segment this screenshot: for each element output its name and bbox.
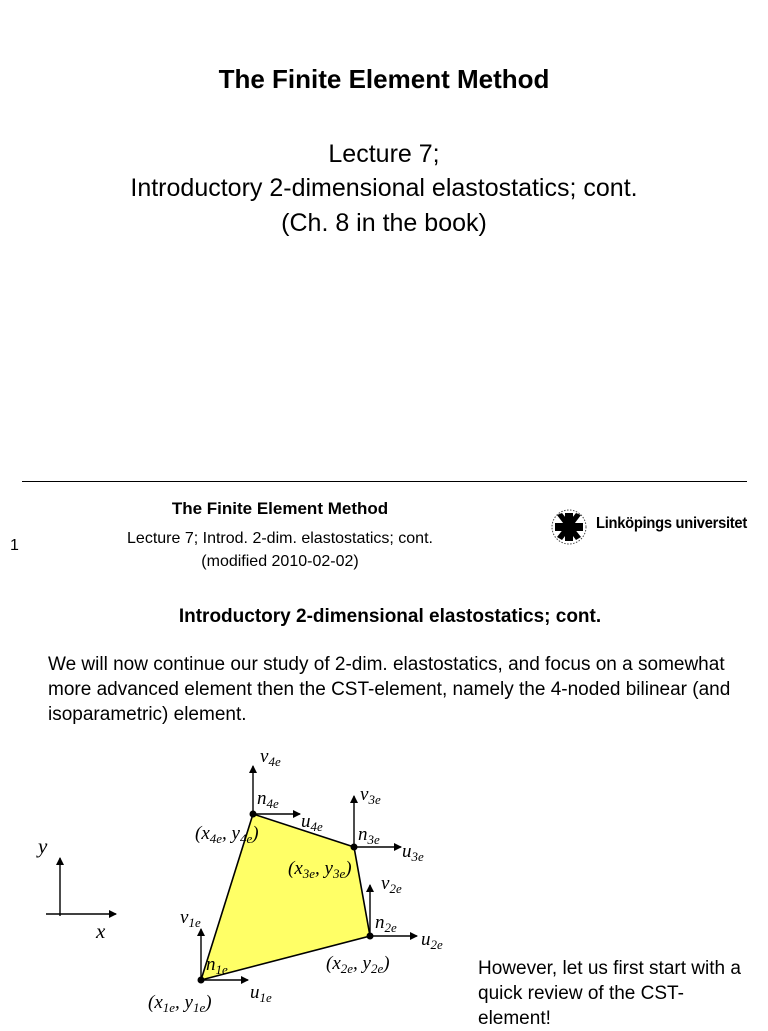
node-4-label: $n_{4e}$ — [257, 788, 279, 811]
section-title: Introductory 2-dimensional elastostatics; cont. — [178, 606, 602, 627]
intro-paragraph: We will now continue our study of 2-dim. elastostatics, and focus on a somewhat more advanced element then the CST-element, namely the 4-noded bilinear (and isoparametric) element. — [48, 654, 731, 725]
v3-label: $v_{3e}$ — [360, 784, 381, 807]
u3-label: $u_{3e}$ — [402, 841, 424, 864]
v4-label: $v_{4e}$ — [260, 746, 281, 769]
node-1-coordinates: ($x_{1e}$, $y_{1e}$) — [148, 992, 212, 1015]
header-modified-date: (modified 2010-02-02) — [201, 553, 359, 570]
review-note: However, let us first start with a quick review of the CST-element! — [478, 958, 741, 1029]
lecture-topic: Introductory 2-dimensional elastostatics; cont. — [130, 174, 638, 202]
x-axis-label: x — [96, 919, 106, 943]
node-3-label: $n_{3e}$ — [358, 824, 380, 847]
page-number: 1 — [10, 537, 19, 554]
u2-label: $u_{2e}$ — [421, 929, 443, 952]
u1-label: $u_{1e}$ — [250, 982, 272, 1005]
slide-title: The Finite Element Method — [218, 64, 550, 94]
global-axes — [36, 834, 116, 943]
node-4-coordinates: ($x_{4e}$, $y_{4e}$) — [195, 823, 259, 846]
header-title: The Finite Element Method — [171, 499, 389, 518]
v2-label: $v_{2e}$ — [381, 873, 402, 896]
lecture-number: Lecture 7; — [328, 140, 440, 168]
header-lecture: Lecture 7; Introd. 2-dim. elastostatics; cont. — [127, 530, 433, 547]
bilinear-element-diagram — [0, 740, 768, 1024]
node-3-coordinates: ($x_{3e}$, $y_{3e}$) — [288, 858, 352, 881]
node-2-coordinates: ($x_{2e}$, $y_{2e}$) — [326, 953, 390, 976]
node-2-label: $n_{2e}$ — [375, 912, 397, 935]
slide-divider — [22, 481, 747, 482]
book-chapter: (Ch. 8 in the book) — [281, 209, 487, 237]
y-axis-label: y — [38, 834, 48, 858]
node-1-label: $n_{1e}$ — [206, 954, 228, 977]
u4-label: $u_{4e}$ — [301, 811, 323, 834]
v1-label: $v_{1e}$ — [180, 907, 201, 930]
university-logo-text: Linköpings universitet — [596, 515, 747, 532]
